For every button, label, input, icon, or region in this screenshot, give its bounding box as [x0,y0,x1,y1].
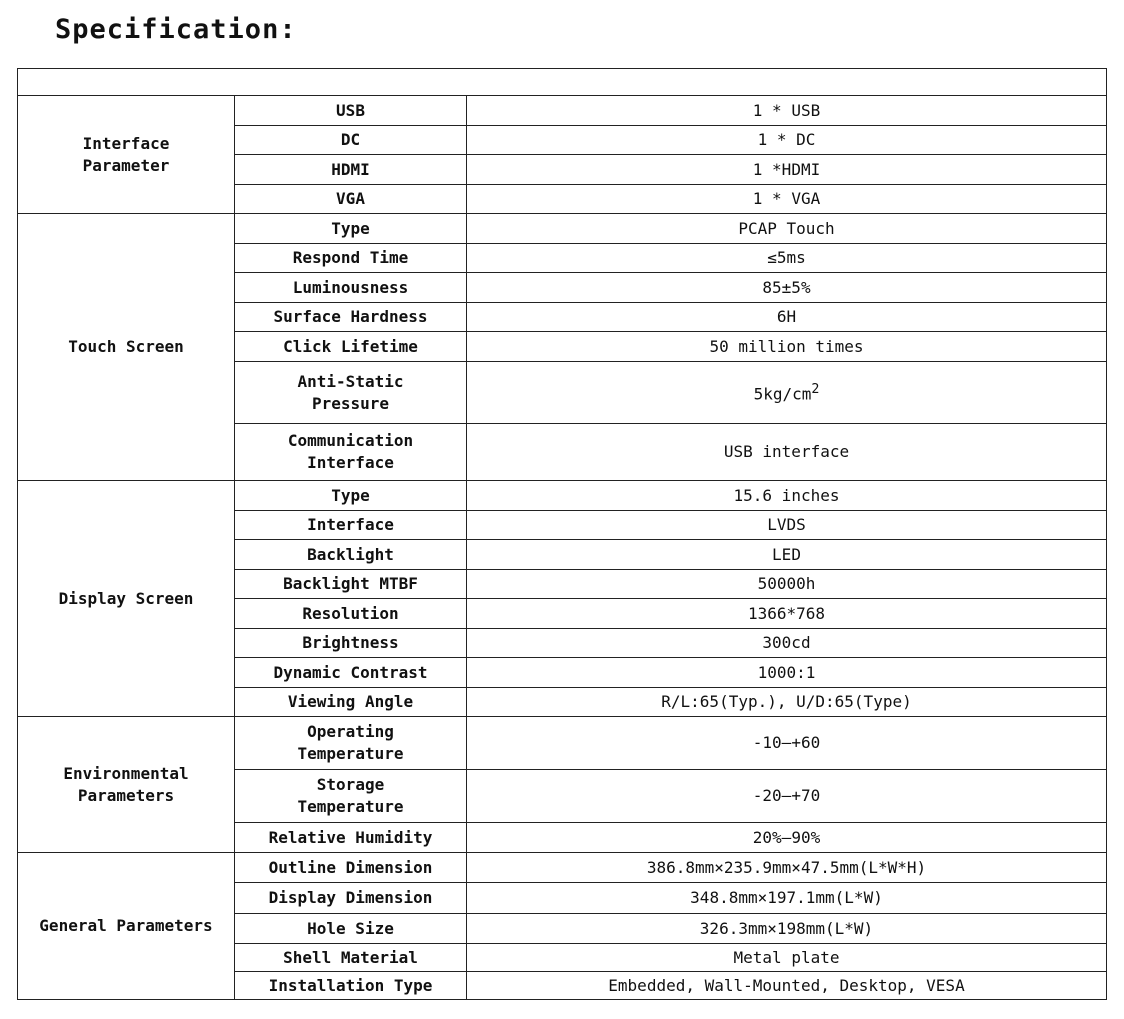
parameter-value: 1 * VGA [752,189,821,208]
parameter-value: 1000:1 [757,662,816,682]
parameter-cell [235,540,467,570]
parameter-cell [235,126,467,155]
parameter-value: 1 *HDMI [752,159,821,179]
value-cell [467,244,1107,273]
parameter-value: PCAP Touch [738,218,835,238]
group-name-cell [18,853,235,1000]
parameter-name: Luminousness [292,277,409,297]
parameter-cell [235,688,467,717]
group-name: Interface Parameter [82,133,170,175]
parameter-cell [235,658,467,688]
group-name: General Parameters [39,916,213,935]
parameter-name: Type [331,218,370,238]
parameter-cell [235,332,467,362]
parameter-name: Resolution [302,603,399,623]
parameter-cell [235,770,467,823]
parameter-cell [235,599,467,629]
parameter-name: Dynamic Contrast [273,662,428,682]
parameter-name: Operating Temperature [297,722,404,763]
group-name-cell [18,214,235,481]
value-cell [467,424,1107,481]
value-cell [467,853,1107,883]
value-cell [467,883,1107,914]
parameter-cell [235,944,467,972]
group-name: Environmental Parameters [63,763,189,805]
value-cell [467,658,1107,688]
parameter-name: Shell Material [283,947,418,967]
parameter-value: 1366*768 [747,603,826,623]
parameter-cell [235,914,467,944]
group-name-cell [18,96,235,214]
blank-header-cell [18,69,1107,96]
parameter-name: Communication Interface [287,431,414,472]
parameter-value: 386.8mm×235.9mm×47.5mm(L*W*H) [646,857,927,877]
parameter-cell [235,273,467,303]
value-cell [467,972,1107,1000]
value-cell [467,332,1107,362]
parameter-value: 20%—90% [752,827,821,847]
value-cell [467,770,1107,823]
parameter-value: LVDS [767,515,806,534]
parameter-cell [235,717,467,770]
value-cell [467,511,1107,540]
parameter-name: Installation Type [268,975,433,995]
parameter-value: Embedded, Wall-Mounted, Desktop, VESA [608,975,965,995]
parameter-value: 85±5% [762,277,811,297]
table-row [18,214,1107,244]
parameter-cell [235,244,467,273]
group-name: Display Screen [58,588,194,608]
parameter-cell [235,185,467,214]
parameter-value: R/L:65(Typ.), U/D:65(Type) [661,692,912,711]
parameter-name: Respond Time [292,248,409,267]
value-cell [467,126,1107,155]
parameter-name: Click Lifetime [283,336,418,356]
parameter-cell [235,214,467,244]
parameter-cell [235,303,467,332]
group-name-cell [18,481,235,717]
table-row [18,481,1107,511]
parameter-name: HDMI [331,159,370,179]
value-cell [467,944,1107,972]
table-row [18,96,1107,126]
parameter-name: Relative Humidity [268,827,433,847]
parameter-cell [235,362,467,424]
parameter-name: Viewing Angle [287,692,414,711]
parameter-name: DC [340,130,361,149]
value-cell [467,362,1107,424]
parameter-value: 50000h [757,574,816,593]
parameter-name: Backlight MTBF [283,574,418,593]
parameter-name: Storage Temperature [297,775,404,816]
value-cell [467,273,1107,303]
specification-table [17,68,1107,1000]
parameter-value: USB interface [723,442,850,461]
parameter-cell [235,972,467,1000]
page-title: Specification: [55,14,297,45]
parameter-cell [235,570,467,599]
table-row [18,717,1107,770]
value-cell [467,185,1107,214]
parameter-cell [235,96,467,126]
parameter-value: Metal plate [733,947,840,967]
value-cell [467,688,1107,717]
parameter-value: ≤5ms [767,248,806,267]
group-name: Touch Screen [68,337,184,356]
parameter-value: -10—+60 [752,733,821,752]
parameter-name: USB [336,100,365,120]
parameter-value: LED [772,544,801,564]
parameter-value: 1 * USB [752,100,821,120]
parameter-name: Anti-Static Pressure [297,371,404,413]
parameter-name: Brightness [302,633,399,652]
parameter-value: 1 * DC [757,130,816,149]
parameter-cell [235,853,467,883]
parameter-name: Hole Size [307,918,394,938]
value-cell [467,570,1107,599]
value-cell [467,303,1107,332]
value-cell [467,96,1107,126]
parameter-cell [235,481,467,511]
parameter-value: 5kg/cm [753,384,812,404]
parameter-value: 6H [776,307,797,326]
group-name-cell [18,717,235,853]
parameter-cell [235,629,467,658]
value-cell [467,823,1107,853]
parameter-value: 326.3mm×198mm(L*W) [699,918,874,938]
value-superscript: 2 [811,382,820,398]
value-cell [467,629,1107,658]
parameter-cell [235,823,467,853]
parameter-name: Surface Hardness [273,307,428,326]
value-cell [467,914,1107,944]
parameter-name: Interface [307,515,394,534]
specification-table-body [18,69,1107,1000]
parameter-value: 300cd [762,633,811,652]
parameter-value: 15.6 inches [733,485,840,505]
value-cell [467,599,1107,629]
parameter-value: 50 million times [709,336,864,356]
parameter-name: Display Dimension [268,888,433,907]
parameter-name: Backlight [307,544,394,564]
table-header-blank-row [18,69,1107,96]
parameter-cell [235,511,467,540]
value-cell [467,717,1107,770]
table-row [18,853,1107,883]
parameter-value: -20—+70 [752,786,821,805]
parameter-cell [235,424,467,481]
value-cell [467,155,1107,185]
value-cell [467,540,1107,570]
value-cell [467,481,1107,511]
parameter-cell [235,883,467,914]
parameter-name: Type [331,485,370,505]
parameter-value: 348.8mm×197.1mm(L*W) [690,888,883,907]
parameter-cell [235,155,467,185]
parameter-name: Outline Dimension [268,857,433,877]
parameter-name: VGA [336,189,365,208]
value-cell [467,214,1107,244]
